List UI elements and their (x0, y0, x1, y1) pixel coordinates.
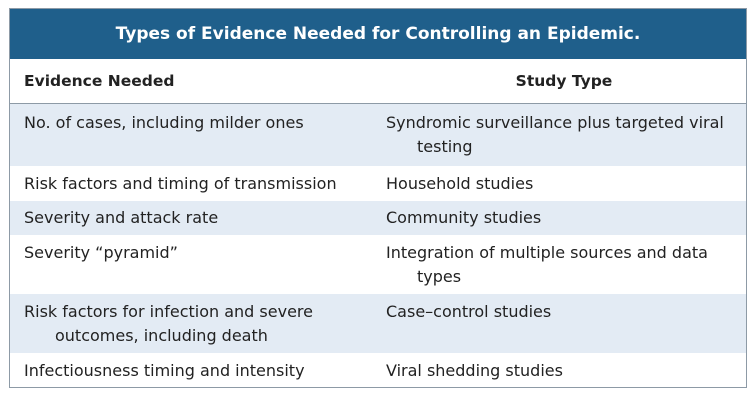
evidence-cell: Infectiousness timing and intensity (24, 361, 305, 380)
evidence-cell: Risk factors and timing of transmission (24, 174, 337, 193)
column-header-study-type: Study Type (515, 72, 613, 90)
study-type-cell: Case–control studies (386, 302, 552, 321)
study-type-cell: Household studies (386, 174, 534, 193)
table-row (10, 166, 746, 201)
study-type-cell: Community studies (386, 208, 542, 227)
table-row (10, 294, 746, 353)
table-header-row (10, 59, 746, 104)
table-title: Types of Evidence Needed for Controlling an Epidemic. (10, 9, 746, 59)
table-row (10, 104, 746, 166)
evidence-cell: No. of cases, including milder ones (24, 113, 304, 132)
study-type-cell: Integration of multiple sources and data types (386, 243, 708, 286)
study-type-cell: Viral shedding studies (386, 361, 563, 380)
table-row (10, 353, 746, 388)
column-header-evidence: Evidence Needed (24, 72, 175, 90)
evidence-table (9, 8, 747, 388)
evidence-cell: Risk factors for infection and severe outcomes, including death (24, 302, 313, 345)
evidence-cell: Severity and attack rate (24, 208, 219, 227)
evidence-cell: Severity “pyramid” (24, 243, 178, 262)
table-row (10, 201, 746, 235)
table-row (10, 235, 746, 294)
study-type-cell: Syndromic surveillance plus targeted viral testing (386, 113, 724, 156)
